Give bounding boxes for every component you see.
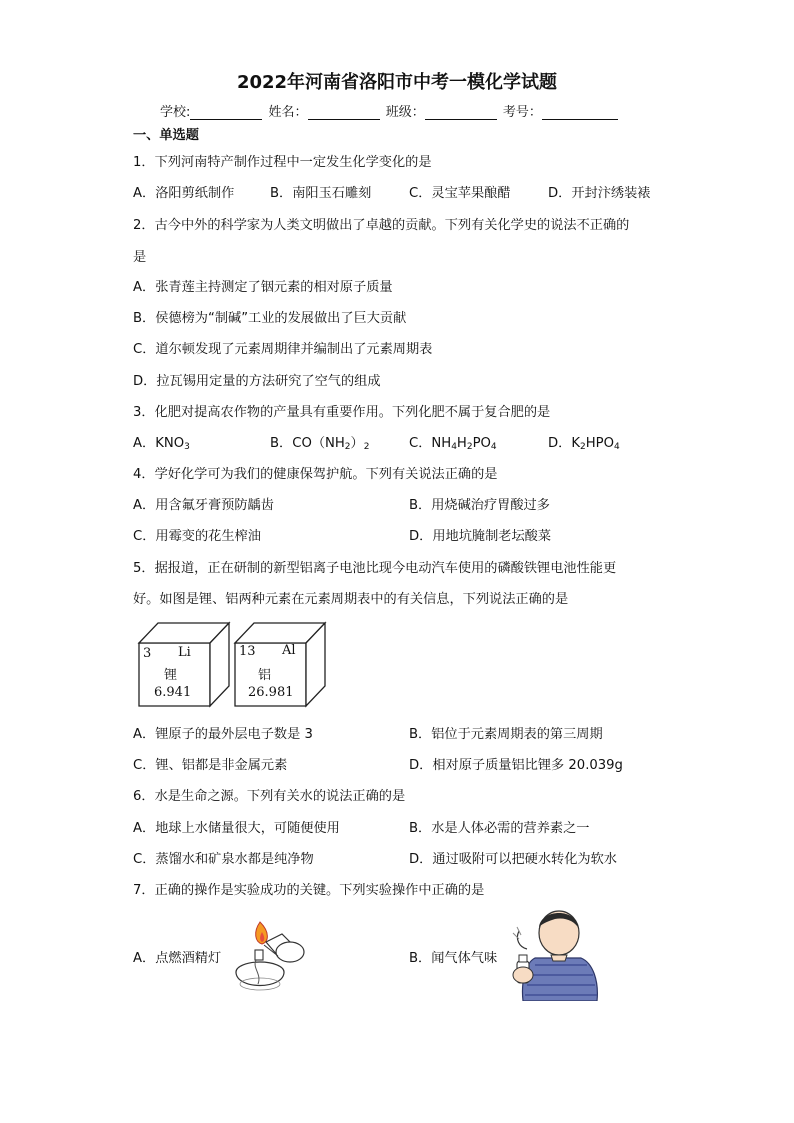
- exam-no-label: 考号：: [502, 105, 542, 120]
- name-label: 姓名：: [268, 105, 308, 120]
- class-blank[interactable]: [425, 105, 497, 120]
- q3-option-c: C．$NH_4H_2PO_4$: [409, 436, 497, 452]
- school-label: 学校:: [160, 105, 191, 120]
- q5-option-d: D．相对原子质量铝比锂多 20.039g: [409, 758, 623, 773]
- section-heading: 一、单选题: [133, 128, 199, 143]
- q7-option-b: B．闻气体气味: [409, 951, 498, 966]
- name-blank[interactable]: [308, 105, 380, 120]
- q5-option-b: B．铝位于元素周期表的第三周期: [409, 727, 603, 742]
- student-info-row: [160, 101, 620, 120]
- q1-option-c: C．灵宝苹果酿醋: [409, 186, 511, 201]
- q1-option-b: B．南阳玉石雕刻: [270, 186, 372, 201]
- q3-option-d: D．$K_2HPO_4$: [548, 436, 620, 452]
- smelling-gas-illustration: [505, 903, 599, 1001]
- q6-option-a: A．地球上水储量很大，可随便使用: [133, 821, 340, 836]
- q1-stem: 1．下列河南特产制作过程中一定发生化学变化的是: [133, 155, 432, 170]
- q1-option-a: A．洛阳剪纸制作: [133, 186, 235, 201]
- q5-stem-line2: 好。如图是锂、铝两种元素在元素周期表中的有关信息，下列说法正确的是: [133, 592, 569, 607]
- aluminum-number: 13: [239, 644, 256, 659]
- alcohol-lamp-illustration: [222, 912, 314, 1000]
- q1-option-d: D．开封汴绣装裱: [548, 186, 651, 201]
- q4-option-b: B．用烧碱治疗胃酸过多: [409, 498, 550, 513]
- q4-stem: 4．学好化学可为我们的健康保驾护航。下列有关说法正确的是: [133, 467, 498, 482]
- q2-stem-line1: 2．古今中外的科学家为人类文明做出了卓越的贡献。下列有关化学史的说法不正确的: [133, 218, 630, 233]
- aluminum-symbol: Al: [282, 643, 296, 658]
- lithium-name: 锂: [164, 668, 178, 683]
- q2-option-d: D．拉瓦锡用定量的方法研究了空气的组成: [133, 374, 381, 389]
- element-box-lithium: [136, 620, 236, 710]
- q6-stem: 6．水是生命之源。下列有关水的说法正确的是: [133, 789, 406, 804]
- q4-option-d: D．用地坑腌制老坛酸菜: [409, 529, 552, 544]
- q5-option-c: C．锂、铝都是非金属元素: [133, 758, 288, 773]
- q5-stem-line1: 5．据报道，正在研制的新型铝离子电池比现今电动汽车使用的磷酸铁锂电池性能更: [133, 561, 617, 576]
- q6-option-b: B．水是人体必需的营养素之一: [409, 821, 590, 836]
- q3-option-a: A．$KNO_3$: [133, 436, 190, 452]
- lithium-number: 3: [143, 646, 152, 661]
- exam-no-blank[interactable]: [542, 105, 618, 120]
- q2-option-c: C．道尔顿发现了元素周期律并编制出了元素周期表: [133, 342, 433, 357]
- q2-option-b: B．侯德榜为“制碱”工业的发展做出了巨大贡献: [133, 311, 407, 326]
- q4-option-c: C．用霉变的花生榨油: [133, 529, 261, 544]
- q5-option-a: A．锂原子的最外层电子数是 3: [133, 727, 313, 742]
- q7-option-a: A．点燃酒精灯: [133, 951, 222, 966]
- q6-option-d: D．通过吸附可以把硬水转化为软水: [409, 852, 617, 867]
- class-label: 班级：: [385, 105, 425, 120]
- q4-option-a: A．用含氟牙膏预防龋齿: [133, 498, 274, 513]
- element-box-aluminum: [232, 620, 332, 710]
- school-blank[interactable]: [190, 105, 262, 120]
- q2-option-a: A．张青莲主持测定了铟元素的相对原子质量: [133, 280, 393, 295]
- q2-stem-line2: 是: [133, 250, 147, 265]
- q6-option-c: C．蒸馏水和矿泉水都是纯净物: [133, 852, 314, 867]
- q3-option-b: B．$CO(NH_2)_2$: [270, 436, 370, 452]
- q3-stem: 3．化肥对提高农作物的产量具有重要作用。下列化肥不属于复合肥的是: [133, 405, 551, 420]
- aluminum-mass: 26.981: [248, 685, 294, 700]
- q7-stem: 7．正确的操作是实验成功的关键。下列实验操作中正确的是: [133, 883, 485, 898]
- lithium-mass: 6.941: [154, 685, 192, 700]
- exam-title: 2022年河南省洛阳市中考一模化学试题: [236, 72, 558, 93]
- aluminum-name: 铝: [258, 668, 272, 683]
- lithium-symbol: Li: [178, 645, 191, 660]
